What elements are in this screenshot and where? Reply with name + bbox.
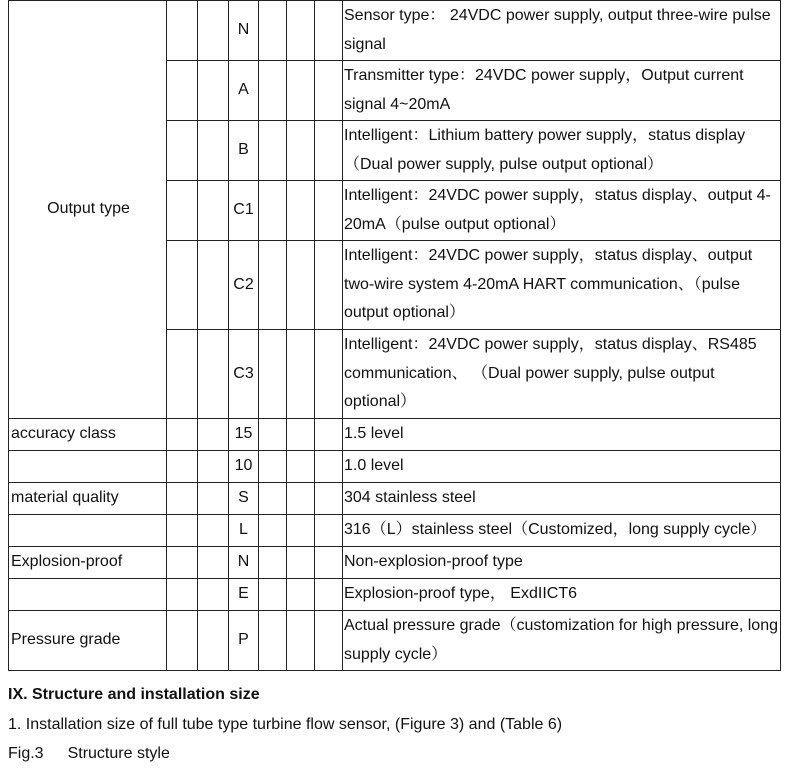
empty-cell	[287, 419, 315, 451]
empty-cell	[287, 547, 315, 579]
row-label-pressure-grade: Pressure grade	[9, 611, 167, 671]
row-label-material-quality: material quality	[9, 483, 167, 515]
empty-cell	[287, 483, 315, 515]
empty-cell	[287, 451, 315, 483]
code-cell: C1	[229, 181, 259, 241]
row-label-accuracy-class: accuracy class	[9, 419, 167, 451]
empty-cell	[9, 579, 167, 611]
row-label-explosion-proof: Explosion-proof	[9, 547, 167, 579]
code-cell: 10	[229, 451, 259, 483]
code-cell: L	[229, 515, 259, 547]
figure-caption: Structure style	[67, 745, 170, 762]
description-cell: Intelligent：24VDC power supply，status display、output two-wire system 4-20mA HART communication、（pulse output optional）	[343, 241, 781, 330]
empty-cell	[287, 61, 315, 121]
empty-cell	[315, 483, 343, 515]
empty-cell	[198, 241, 229, 330]
description-cell: Non-explosion-proof type	[343, 547, 781, 579]
table-row	[9, 419, 781, 451]
empty-cell	[167, 611, 198, 671]
model-selection-table	[8, 0, 781, 671]
code-cell: P	[229, 611, 259, 671]
description-cell: Sensor type： 24VDC power supply, output three-wire pulse signal	[343, 1, 781, 61]
empty-cell	[259, 61, 287, 121]
empty-cell	[198, 579, 229, 611]
code-cell: 15	[229, 419, 259, 451]
empty-cell	[198, 61, 229, 121]
table-row	[9, 579, 781, 611]
description-cell: 304 stainless steel	[343, 483, 781, 515]
description-cell: Actual pressure grade（customization for high pressure, long supply cycle）	[343, 611, 781, 671]
table-row	[9, 611, 781, 671]
empty-cell	[315, 515, 343, 547]
empty-cell	[167, 419, 198, 451]
empty-cell	[287, 1, 315, 61]
code-cell: N	[229, 1, 259, 61]
table-row	[9, 483, 781, 515]
code-cell: C3	[229, 330, 259, 419]
empty-cell	[287, 579, 315, 611]
empty-cell	[167, 547, 198, 579]
empty-cell	[167, 241, 198, 330]
empty-cell	[259, 1, 287, 61]
empty-cell	[259, 547, 287, 579]
empty-cell	[315, 241, 343, 330]
empty-cell	[167, 1, 198, 61]
empty-cell	[287, 515, 315, 547]
section-paragraph: 1. Installation size of full tube type turbine flow sensor, (Figure 3) and (Table 6)	[8, 716, 563, 733]
empty-cell	[259, 241, 287, 330]
empty-cell	[259, 451, 287, 483]
empty-cell	[198, 419, 229, 451]
table-row	[9, 515, 781, 547]
code-cell: A	[229, 61, 259, 121]
empty-cell	[259, 330, 287, 419]
table-row	[9, 1, 781, 61]
code-cell: C2	[229, 241, 259, 330]
empty-cell	[198, 547, 229, 579]
empty-cell	[315, 611, 343, 671]
empty-cell	[315, 579, 343, 611]
empty-cell	[315, 547, 343, 579]
empty-cell	[198, 181, 229, 241]
description-cell: 1.5 level	[343, 419, 781, 451]
description-cell: Intelligent：24VDC power supply，status display、output 4-20mA（pulse output optional）	[343, 181, 781, 241]
empty-cell	[259, 419, 287, 451]
description-cell: 1.0 level	[343, 451, 781, 483]
empty-cell	[9, 451, 167, 483]
empty-cell	[259, 611, 287, 671]
code-cell: N	[229, 547, 259, 579]
description-cell: Intelligent：Lithium battery power supply，status display （Dual power supply, pulse output optional）	[343, 121, 781, 181]
row-label-output-type: Output type	[9, 1, 167, 419]
empty-cell	[287, 330, 315, 419]
empty-cell	[167, 451, 198, 483]
empty-cell	[315, 419, 343, 451]
empty-cell	[315, 61, 343, 121]
empty-cell	[167, 181, 198, 241]
code-cell: B	[229, 121, 259, 181]
empty-cell	[259, 121, 287, 181]
empty-cell	[315, 121, 343, 181]
empty-cell	[198, 515, 229, 547]
empty-cell	[198, 330, 229, 419]
empty-cell	[287, 611, 315, 671]
empty-cell	[315, 181, 343, 241]
empty-cell	[287, 121, 315, 181]
figure-caption-line	[8, 742, 170, 766]
empty-cell	[198, 451, 229, 483]
table-row	[9, 547, 781, 579]
empty-cell	[167, 121, 198, 181]
empty-cell	[259, 483, 287, 515]
empty-cell	[287, 241, 315, 330]
empty-cell	[198, 611, 229, 671]
empty-cell	[198, 483, 229, 515]
empty-cell	[315, 451, 343, 483]
empty-cell	[315, 1, 343, 61]
code-cell: S	[229, 483, 259, 515]
empty-cell	[167, 61, 198, 121]
empty-cell	[167, 330, 198, 419]
empty-cell	[198, 1, 229, 61]
empty-cell	[315, 330, 343, 419]
description-cell: Intelligent：24VDC power supply，status display、RS485 communication、 （Dual power supply, pulse output optional）	[343, 330, 781, 419]
empty-cell	[167, 579, 198, 611]
section-heading: IX. Structure and installation size	[8, 686, 260, 703]
figure-number: Fig.3	[8, 745, 44, 762]
empty-cell	[259, 181, 287, 241]
table-row	[9, 451, 781, 483]
empty-cell	[9, 515, 167, 547]
empty-cell	[287, 181, 315, 241]
description-cell: Explosion-proof type， ExdIICT6	[343, 579, 781, 611]
code-cell: E	[229, 579, 259, 611]
description-cell: Transmitter type：24VDC power supply，Output current signal 4~20mA	[343, 61, 781, 121]
description-cell: 316（L）stainless steel（Customized，long supply cycle）	[343, 515, 781, 547]
empty-cell	[259, 515, 287, 547]
empty-cell	[167, 515, 198, 547]
empty-cell	[167, 483, 198, 515]
empty-cell	[198, 121, 229, 181]
empty-cell	[259, 579, 287, 611]
